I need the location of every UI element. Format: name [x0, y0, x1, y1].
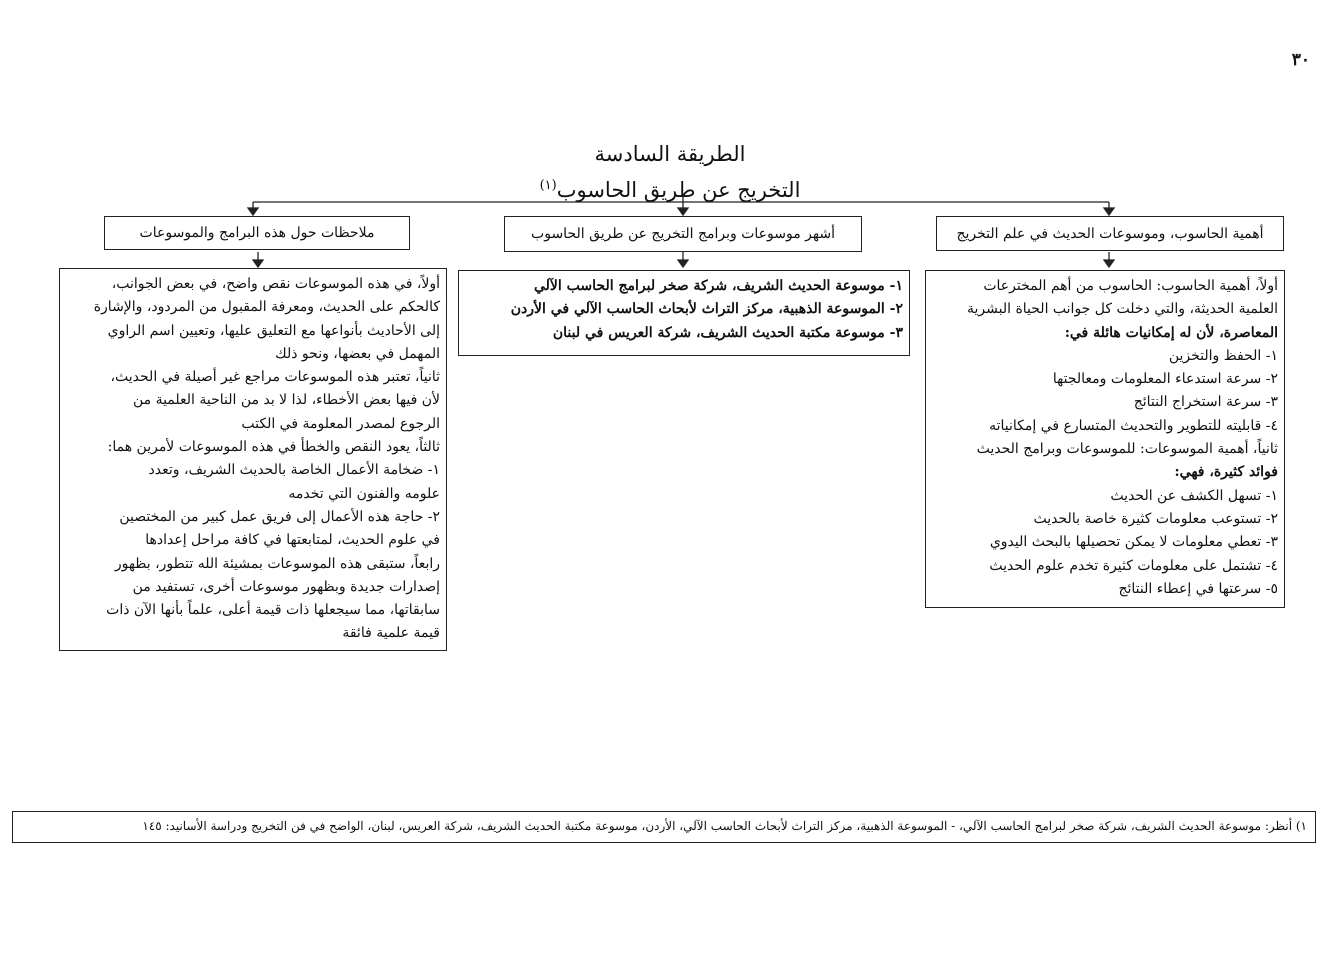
right-column-content	[925, 270, 1285, 608]
title-line-1: الطريقة السادسة	[594, 142, 746, 166]
left-line-2: كالحكم على الحديث، ومعرفة المقبول من المردود، والإشارة	[93, 299, 440, 316]
left-line-3: إلى الأحاديث بأنواعها مع التعليق عليها، وتعيين اسم الراوي	[107, 322, 440, 339]
arrow-middle-header	[678, 208, 688, 215]
right-line-4: ١- الحفظ والتخزين	[1168, 347, 1278, 364]
left-line-6: لأن فيها بعض الأخطاء، لذا لا بد من الناحية العلمية من	[132, 392, 440, 409]
middle-line-1: ١- موسوعة الحديث الشريف، شركة صخر لبرامج الحاسب الآلي	[533, 278, 903, 294]
middle-column-header: أشهر موسوعات وبرامج التخريج عن طريق الحاسوب	[504, 216, 862, 252]
arrow-left-header	[248, 208, 258, 215]
footnote: ١) أنظر: موسوعة الحديث الشريف، شركة صخر لبرامج الحاسب الآلي، - الموسوعة الذهبية، مركز التراث لأبحاث الحاسب الآلي، الأردن، موسوعة مكتبة الحديث الشريف، شركة العريس، لبنان، الواضح في فن التخريج ودراسة الأسانيد: ١٤٥	[12, 811, 1316, 843]
left-column-header: ملاحظات حول هذه البرامج والموسوعات	[104, 216, 410, 250]
left-line-7: الرجوع لمصدر المعلومة في الكتب	[241, 415, 440, 432]
left-line-12: في علوم الحديث، لمتابعتها في كافة مراحل إعدادها	[145, 532, 440, 549]
left-column-content	[59, 268, 447, 651]
right-line-12: ٣- تعطي معلومات لا يمكن تحصيلها بالبحث اليدوي	[989, 534, 1278, 551]
left-line-16: قيمة علمية فائقة	[342, 625, 440, 642]
left-line-14: إصدارات جديدة وبظهور موسوعات أخرى، تستفيد من	[132, 578, 440, 595]
right-line-1: أولاً، أهمية الحاسوب: الحاسوب من أهم المخترعات	[983, 278, 1278, 294]
middle-line-2: ٢- الموسوعة الذهبية، مركز التراث لأبحاث الحاسب الآلي في الأردن	[510, 301, 903, 318]
arrow-middle-content	[678, 260, 688, 267]
right-line-5: ٢- سرعة استدعاء المعلومات ومعالجتها	[1052, 371, 1278, 388]
left-line-9: ١- ضخامة الأعمال الخاصة بالحديث الشريف، وتعدد	[148, 462, 440, 479]
arrow-left-content	[253, 260, 263, 267]
arrow-right-content	[1104, 260, 1114, 267]
right-line-2: العلمية الحديثة، والتي دخلت كل جوانب الحياة البشرية	[967, 301, 1278, 318]
right-line-9: فوائد كثيرة، فهي:	[1174, 464, 1278, 481]
left-line-10: علومه والفنون التي تخدمه	[288, 485, 440, 502]
left-line-5: ثانياً، تعتبر هذه الموسوعات مراجع غير أصيلة في الحديث،	[110, 369, 440, 386]
left-line-4: المهمل في بعضها، ونحو ذلك	[275, 345, 440, 362]
right-line-8: ثانياً، أهمية الموسوعات: للموسوعات وبرامج الحديث	[976, 441, 1278, 458]
left-line-1: أولاً، في هذه الموسوعات نقص واضح، في بعض الجوانب،	[111, 276, 440, 292]
right-line-6: ٣- سرعة استخراج النتائج	[1133, 394, 1278, 411]
left-line-15: سابقاتها، مما سيجعلها ذات قيمة أعلى، علماً بأنها الآن ذات	[106, 602, 440, 619]
right-line-11: ٢- تستوعب معلومات كثيرة خاصة بالحديث	[1033, 510, 1278, 527]
middle-line-3: ٣- موسوعة مكتبة الحديث الشريف، شركة العريس في لبنان	[552, 324, 903, 341]
middle-column-content	[458, 270, 910, 356]
right-line-3: المعاصرة، لأن له إمكانيات هائلة في:	[1064, 324, 1278, 341]
right-line-14: ٥- سرعتها في إعطاء النتائج	[1118, 580, 1278, 597]
left-line-13: رابعاً، ستبقى هذه الموسوعات بمشيئة الله تتطور، بظهور	[114, 555, 440, 572]
right-line-7: ٤- قابليته للتطوير والتحديث المتسارع في إمكانياته	[989, 417, 1278, 434]
arrow-right-header	[1104, 208, 1114, 215]
right-column-header: أهمية الحاسوب، وموسوعات الحديث في علم التخريج	[936, 216, 1284, 251]
left-line-8: ثالثاً، يعود النقص والخطأ في هذه الموسوعات لأمرين هما:	[107, 439, 440, 456]
left-line-11: ٢- حاجة هذه الأعمال إلى فريق عمل كبير من المختصين	[119, 508, 440, 525]
title-line-2-text: التخريج عن طريق الحاسوب	[556, 178, 801, 202]
footnote-reference: (١)	[539, 178, 557, 193]
right-line-13: ٤- تشتمل على معلومات كثيرة تخدم علوم الحديث	[989, 557, 1278, 574]
right-line-10: ١- تسهل الكشف عن الحديث	[1110, 487, 1278, 504]
page-number: ٣٠	[1291, 50, 1310, 70]
